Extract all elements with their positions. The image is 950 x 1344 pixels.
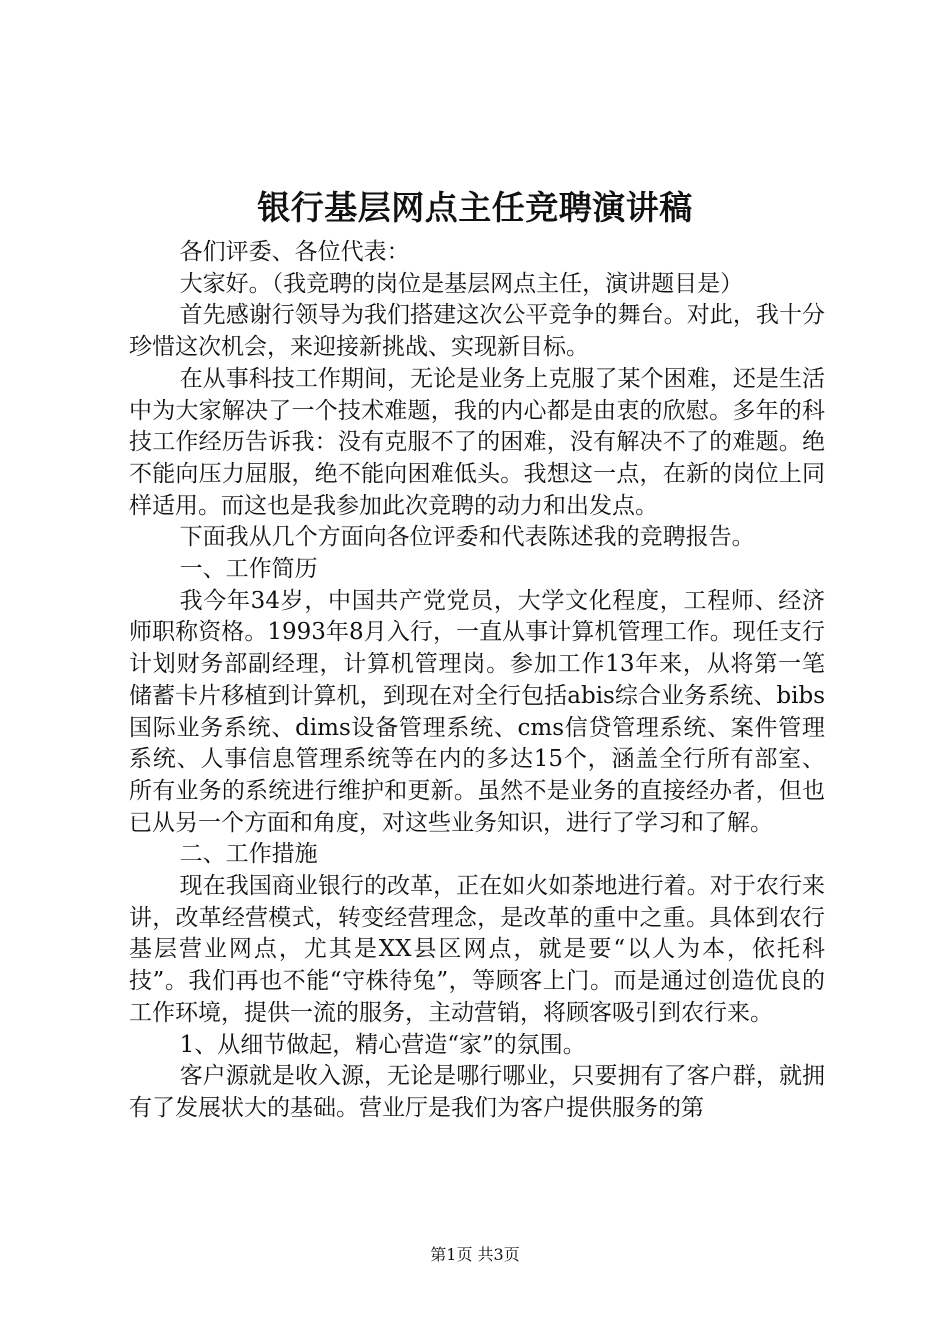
document-body bbox=[129, 237, 825, 1125]
paragraph-customers: 客户源就是收入源，无论是哪行哪业，只要拥有了客户群，就拥有了发展状大的基础。营业厅是我们为客户提供服务的第 bbox=[129, 1063, 825, 1121]
page-footer: 第1页 共3页 bbox=[430, 1245, 520, 1264]
document-title: 银行基层网点主任竞聘演讲稿 bbox=[257, 188, 693, 227]
paragraph-intro: 下面我从几个方面向各位评委和代表陈述我的竞聘报告。 bbox=[179, 524, 755, 551]
subheading-details: 1、从细节做起，精心营造“家”的氛围。 bbox=[179, 1031, 586, 1058]
paragraph-resume: 我今年34岁，中国共产党党员，大学文化程度，工程师、经济师职称资格。1993年8月入行，一直从事计算机管理工作。现任支行计划财务部副经理，计算机管理岗。参加工作13年来，从将第一笔储蓄卡片移植到计算机，到现在对全行包括abis综合业务系统、bibs国际业务系统、dims设备管理系统、cms信贷管理系统、案件管理系统、人事信息管理系统等在内的多达15个，涵盖全行所有部室、所有业务的系统进行维护和更新。虽然不是业务的直接经办者，但也已从另一个方面和角度，对这些业务知识，进行了学习和了解。 bbox=[129, 587, 825, 836]
section-heading-resume: 一、工作简历 bbox=[179, 556, 318, 583]
paragraph-measures: 现在我国商业银行的改革，正在如火如荼地进行着。对于农行来讲，改革经营模式，转变经营理念，是改革的重中之重。具体到农行基层营业网点，尤其是XX县区网点，就是要“以人为本，依托科技”。我们再也不能“守株待兔”，等顾客上门。而是通过创造优良的工作环境，提供一流的服务，主动营销，将顾客吸引到农行来。 bbox=[129, 873, 825, 1026]
paragraph-experience: 在从事科技工作期间，无论是业务上克服了某个困难，还是生活中为大家解决了一个技术难题，我的内心都是由衷的欣慰。多年的科技工作经历告诉我：没有克服不了的困难，没有解决不了的难题。绝不能向压力屈服，绝不能向困难低头。我想这一点，在新的岗位上同样适用。而这也是我参加此次竞聘的动力和出发点。 bbox=[129, 365, 825, 519]
paragraph-thanks: 首先感谢行领导为我们搭建这次公平竞争的舞台。对此，我十分珍惜这次机会，来迎接新挑战、实现新目标。 bbox=[129, 302, 825, 361]
section-heading-measures: 二、工作措施 bbox=[179, 841, 318, 868]
paragraph-salutation: 各们评委、各位代表： bbox=[179, 239, 410, 265]
paragraph-greeting: 大家好。（我竞聘的岗位是基层网点主任，演讲题目是） bbox=[179, 270, 744, 297]
